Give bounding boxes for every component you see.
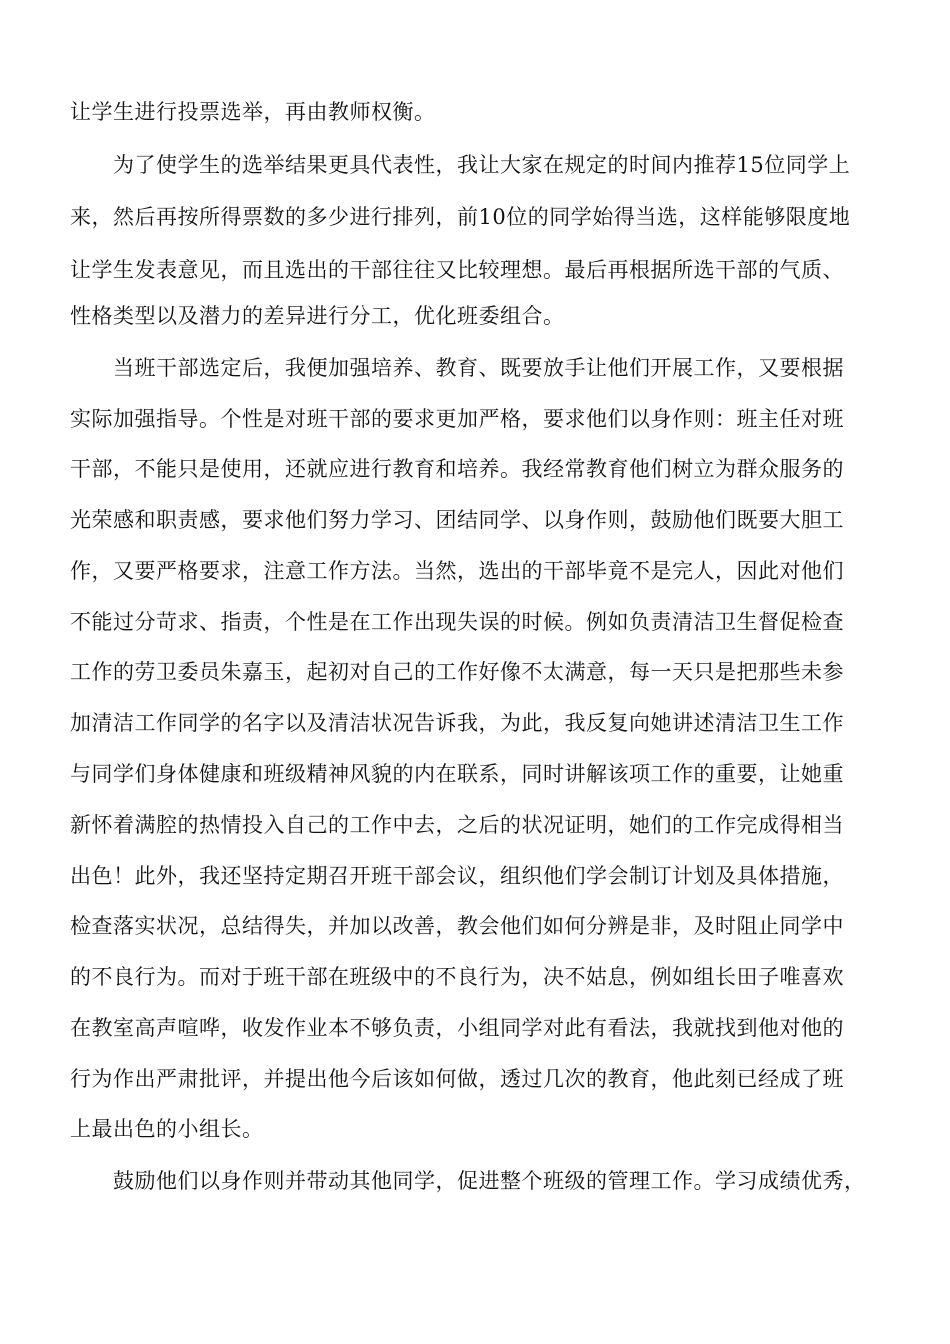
text-line: 检查落实状况，总结得失，并加以改善，教会他们如何分辨是非，及时阻止同学中 — [70, 914, 844, 938]
text-line: 出色！此外，我还坚持定期召开班干部会议，组织他们学会制订计划及具体措施， — [70, 864, 844, 888]
text-line: 让学生发表意见，而且选出的干部往往又比较理想。最后再根据所选干部的气质、 — [70, 258, 844, 282]
text-line: 来，然后再按所得票数的多少进行排列，前10位的同学始得当选，这样能够限度地 — [70, 205, 851, 229]
text-line: 作，又要严格要求，注意工作方法。当然，选出的干部毕竟不是完人，因此对他们 — [70, 559, 844, 583]
text-line: 实际加强指导。个性是对班干部的要求更加严格，要求他们以身作则：班主任对班 — [70, 407, 844, 431]
text-line: 与同学们身体健康和班级精神风貌的内在联系，同时讲解该项工作的重要，让她重 — [70, 762, 844, 786]
text-line: 让学生进行投票选举，再由教师权衡。 — [70, 100, 436, 124]
text-line: 不能过分苛求、指责，个性是在工作出现失误的时候。例如负责清洁卫生督促检查 — [70, 610, 844, 634]
text-line: 鼓励他们以身作则并带动其他同学，促进整个班级的管理工作。学习成绩优秀， — [113, 1169, 866, 1193]
text-line: 工作的劳卫委员朱嘉玉，起初对自己的工作好像不太满意，每一天只是把那些未参 — [70, 660, 844, 684]
text-line: 的不良行为。而对于班干部在班级中的不良行为，决不姑息，例如组长田子唯喜欢 — [70, 965, 844, 989]
text-line: 加清洁工作同学的名字以及清洁状况告诉我，为此，我反复向她讲述清洁卫生工作 — [70, 711, 844, 735]
text-line: 光荣感和职责感，要求他们努力学习、团结同学、以身作则，鼓励他们既要大胆工 — [70, 508, 844, 532]
text-line: 新怀着满腔的热情投入自己的工作中去，之后的状况证明，她们的工作完成得相当 — [70, 813, 844, 837]
text-line: 行为作出严肃批评，并提出他今后该如何做，透过几次的教育，他此刻已经成了班 — [70, 1067, 844, 1091]
text-line: 当班干部选定后，我便加强培养、教育、既要放手让他们开展工作，又要根据 — [113, 356, 844, 380]
text-line: 为了使学生的选举结果更具代表性，我让大家在规定的时间内推荐15位同学上 — [113, 153, 851, 177]
text-line: 在教室高声喧哗，收发作业本不够负责，小组同学对此有看法，我就找到他对他的 — [70, 1016, 844, 1040]
text-line: 性格类型以及潜力的差异进行分工，优化班委组合。 — [70, 304, 565, 328]
text-line: 干部，不能只是使用，还就应进行教育和培养。我经常教育他们树立为群众服务的 — [70, 457, 844, 481]
text-line: 上最出色的小组长。 — [70, 1117, 264, 1141]
